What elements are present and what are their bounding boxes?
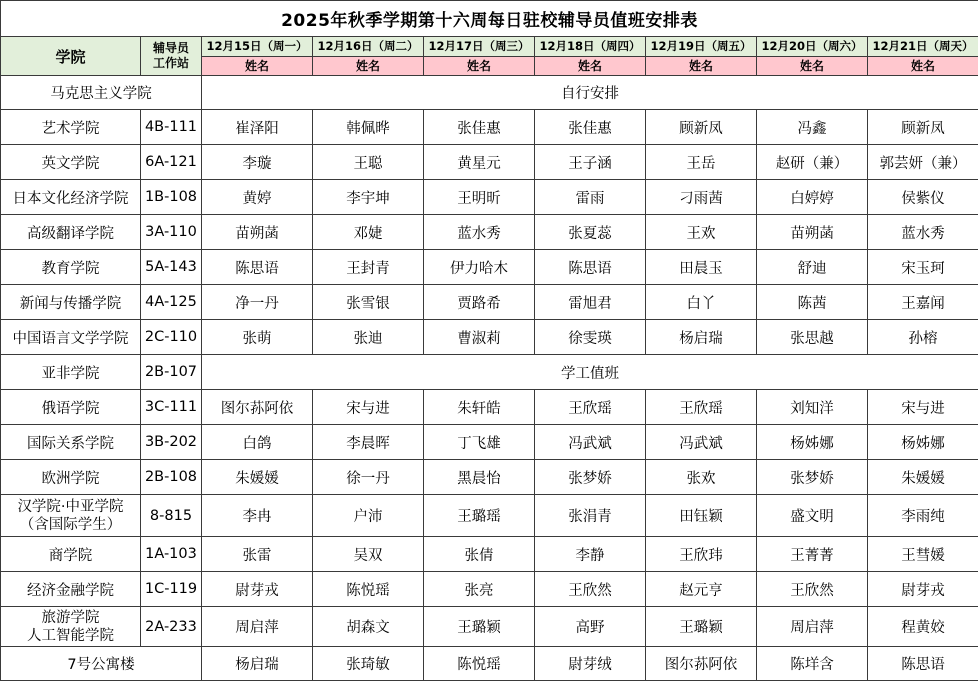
duty-name-cell: 陈思语 [868, 647, 978, 681]
duty-name-cell: 陈思语 [202, 250, 313, 285]
header-station-line1: 辅导员 [153, 41, 189, 55]
duty-name-cell: 蓝水秀 [424, 215, 535, 250]
duty-name-cell: 黄婷 [202, 180, 313, 215]
duty-name-cell: 朱媛媛 [202, 460, 313, 495]
duty-name-cell: 净一丹 [202, 285, 313, 320]
duty-name-cell: 朱媛媛 [868, 460, 978, 495]
duty-name-cell: 张亮 [424, 572, 535, 607]
duty-name-cell: 王欣瑶 [646, 390, 757, 425]
table-row [1, 145, 978, 180]
duty-name-cell: 张琦敏 [313, 647, 424, 681]
table-row [1, 607, 978, 647]
duty-name-cell: 宋与进 [868, 390, 978, 425]
college-cell: 英文学院 [1, 145, 141, 180]
college-cell: 艺术学院 [1, 110, 141, 145]
duty-name-cell: 丁飞雄 [424, 425, 535, 460]
duty-name-cell: 邓婕 [313, 215, 424, 250]
duty-name-cell: 白鸽 [202, 425, 313, 460]
duty-name-cell: 王欣玮 [646, 537, 757, 572]
duty-name-cell: 张欢 [646, 460, 757, 495]
table-row [1, 425, 978, 460]
header-name-label: 姓名 [757, 56, 868, 76]
table-row [1, 320, 978, 355]
table-row [1, 110, 978, 145]
duty-name-cell: 白婷婷 [757, 180, 868, 215]
header-date-thu: 12月18日（周四） [535, 37, 646, 57]
duty-name-cell: 陈思语 [535, 250, 646, 285]
station-cell: 3C-111 [141, 390, 202, 425]
duty-name-cell: 胡森文 [313, 607, 424, 647]
duty-name-cell: 王欣瑶 [535, 390, 646, 425]
duty-name-cell: 王彗媛 [868, 537, 978, 572]
header-date-tue: 12月16日（周二） [313, 37, 424, 57]
duty-name-cell: 王岳 [646, 145, 757, 180]
header-station-line2: 工作站 [153, 56, 189, 70]
duty-name-cell: 周启萍 [757, 607, 868, 647]
header-name-label: 姓名 [868, 56, 978, 76]
station-cell: 1C-119 [141, 572, 202, 607]
header-name-label: 姓名 [202, 56, 313, 76]
duty-name-cell: 尉芽戎 [868, 572, 978, 607]
duty-name-cell: 尉芽戎 [202, 572, 313, 607]
college-name-line1: 汉学院·中亚学院 [17, 499, 123, 515]
table-row [1, 355, 978, 390]
duty-name-cell: 王嘉闻 [868, 285, 978, 320]
station-cell: 2B-108 [141, 460, 202, 495]
duty-name-cell: 白丫 [646, 285, 757, 320]
duty-name-cell: 陈悦瑶 [313, 572, 424, 607]
header-name-label: 姓名 [646, 56, 757, 76]
duty-name-cell: 王璐颖 [646, 607, 757, 647]
header-name-label: 姓名 [535, 56, 646, 76]
duty-name-cell: 顾新凤 [646, 110, 757, 145]
college-cell: 高级翻译学院 [1, 215, 141, 250]
duty-name-cell: 冯武斌 [535, 425, 646, 460]
duty-name-cell: 宋与进 [313, 390, 424, 425]
duty-name-cell: 张涓青 [535, 495, 646, 537]
duty-name-cell: 雷雨 [535, 180, 646, 215]
duty-name-cell: 张萌 [202, 320, 313, 355]
duty-name-cell: 孙榕 [868, 320, 978, 355]
college-cell: 亚非学院 [1, 355, 141, 390]
duty-name-cell: 蓝水秀 [868, 215, 978, 250]
duty-name-cell: 王明昕 [424, 180, 535, 215]
duty-name-cell: 张梦娇 [535, 460, 646, 495]
duty-name-cell: 王封青 [313, 250, 424, 285]
duty-name-cell: 张倩 [424, 537, 535, 572]
duty-name-cell: 徐一丹 [313, 460, 424, 495]
duty-name-cell: 田晨玉 [646, 250, 757, 285]
duty-name-cell: 张佳惠 [535, 110, 646, 145]
table-row [1, 537, 978, 572]
duty-name-cell: 李冉 [202, 495, 313, 537]
duty-name-cell: 刁雨茜 [646, 180, 757, 215]
duty-name-cell: 黄星元 [424, 145, 535, 180]
duty-name-cell: 张迪 [313, 320, 424, 355]
duty-name-cell: 苗朔菡 [757, 215, 868, 250]
station-cell: 4A-125 [141, 285, 202, 320]
duty-name-cell: 伊力哈木 [424, 250, 535, 285]
station-cell: 1B-108 [141, 180, 202, 215]
duty-name-cell: 贾路希 [424, 285, 535, 320]
table-row [1, 647, 978, 681]
table-row [1, 285, 978, 320]
header-date-sat: 12月20日（周六） [757, 37, 868, 57]
duty-name-cell: 黑晨怡 [424, 460, 535, 495]
college-name-line2: 人工智能学院 [27, 628, 114, 644]
header-college: 学院 [1, 37, 141, 76]
duty-name-cell: 舒迪 [757, 250, 868, 285]
duty-name-cell: 尉芽绒 [535, 647, 646, 681]
college-name-line2: （含国际学生） [20, 517, 122, 533]
header-station [141, 37, 202, 76]
college-cell: 马克思主义学院 [1, 76, 202, 110]
duty-name-cell: 盛文明 [757, 495, 868, 537]
duty-name-cell: 田钰颖 [646, 495, 757, 537]
college-name-line1: 旅游学院 [42, 610, 100, 626]
duty-name-cell: 张雪银 [313, 285, 424, 320]
duty-name-cell: 张雷 [202, 537, 313, 572]
station-cell: 2B-107 [141, 355, 202, 390]
station-cell: 3B-202 [141, 425, 202, 460]
college-cell: 教育学院 [1, 250, 141, 285]
duty-name-cell: 王子涵 [535, 145, 646, 180]
college-cell: 商学院 [1, 537, 141, 572]
duty-name-cell: 冯武斌 [646, 425, 757, 460]
college-cell: 日本文化经济学院 [1, 180, 141, 215]
duty-name-cell: 王欣然 [535, 572, 646, 607]
page-title: 2025年秋季学期第十六周每日驻校辅导员值班安排表 [1, 1, 978, 37]
arrangement-note: 学工值班 [202, 355, 978, 390]
duty-name-cell: 户沛 [313, 495, 424, 537]
duty-name-cell: 张梦娇 [757, 460, 868, 495]
header-date-sun: 12月21日（周天） [868, 37, 978, 57]
duty-name-cell: 周启萍 [202, 607, 313, 647]
duty-name-cell: 高野 [535, 607, 646, 647]
duty-name-cell: 张思越 [757, 320, 868, 355]
table-row [1, 390, 978, 425]
duty-name-cell: 崔泽阳 [202, 110, 313, 145]
college-cell: 欧洲学院 [1, 460, 141, 495]
duty-name-cell: 王欣然 [757, 572, 868, 607]
header-date-fri: 12月19日（周五） [646, 37, 757, 57]
station-cell: 1A-103 [141, 537, 202, 572]
duty-name-cell: 宋玉珂 [868, 250, 978, 285]
duty-name-cell: 图尔荪阿依 [202, 390, 313, 425]
duty-name-cell: 曹淑莉 [424, 320, 535, 355]
duty-name-cell: 李璇 [202, 145, 313, 180]
table-row [1, 495, 978, 537]
duty-name-cell: 韩佩晔 [313, 110, 424, 145]
college-cell [1, 495, 141, 537]
duty-name-cell: 陈悦瑶 [424, 647, 535, 681]
duty-name-cell: 杨姊娜 [868, 425, 978, 460]
duty-name-cell: 张夏蕊 [535, 215, 646, 250]
header-name-label: 姓名 [313, 56, 424, 76]
duty-name-cell: 杨姊娜 [757, 425, 868, 460]
duty-name-cell: 李晨晖 [313, 425, 424, 460]
duty-name-cell: 陈茜 [757, 285, 868, 320]
table-row [1, 180, 978, 215]
duty-name-cell: 杨启瑞 [646, 320, 757, 355]
duty-name-cell: 陈垟含 [757, 647, 868, 681]
station-cell: 8-815 [141, 495, 202, 537]
station-cell: 2C-110 [141, 320, 202, 355]
college-cell: 国际关系学院 [1, 425, 141, 460]
duty-name-cell: 赵元亨 [646, 572, 757, 607]
college-cell: 新闻与传播学院 [1, 285, 141, 320]
duty-name-cell: 吴双 [313, 537, 424, 572]
header-date-mon: 12月15日（周一） [202, 37, 313, 57]
header-name-label: 姓名 [424, 56, 535, 76]
duty-name-cell: 李雨纯 [868, 495, 978, 537]
college-cell: 7号公寓楼 [1, 647, 202, 681]
station-cell: 5A-143 [141, 250, 202, 285]
college-cell: 中国语言文学学院 [1, 320, 141, 355]
duty-name-cell: 王璐颖 [424, 607, 535, 647]
station-cell: 3A-110 [141, 215, 202, 250]
duty-name-cell: 顾新凤 [868, 110, 978, 145]
duty-name-cell: 杨启瑞 [202, 647, 313, 681]
arrangement-note: 自行安排 [202, 76, 978, 110]
duty-name-cell: 图尔荪阿依 [646, 647, 757, 681]
station-cell: 6A-121 [141, 145, 202, 180]
table-row [1, 250, 978, 285]
duty-name-cell: 徐雯瑛 [535, 320, 646, 355]
duty-name-cell: 郭芸妍（兼） [868, 145, 978, 180]
header-row-dates [1, 37, 978, 57]
duty-name-cell: 赵研（兼） [757, 145, 868, 180]
college-cell: 俄语学院 [1, 390, 141, 425]
table-row [1, 215, 978, 250]
table-row [1, 460, 978, 495]
header-date-wed: 12月17日（周三） [424, 37, 535, 57]
duty-name-cell: 李静 [535, 537, 646, 572]
duty-name-cell: 王聪 [313, 145, 424, 180]
duty-name-cell: 刘知洋 [757, 390, 868, 425]
duty-name-cell: 张佳惠 [424, 110, 535, 145]
college-cell [1, 607, 141, 647]
station-cell: 2A-233 [141, 607, 202, 647]
duty-name-cell: 雷旭君 [535, 285, 646, 320]
duty-name-cell: 苗朔菡 [202, 215, 313, 250]
duty-name-cell: 王璐瑶 [424, 495, 535, 537]
college-cell: 经济金融学院 [1, 572, 141, 607]
duty-name-cell: 程黄姣 [868, 607, 978, 647]
duty-name-cell: 冯鑫 [757, 110, 868, 145]
duty-name-cell: 李宇坤 [313, 180, 424, 215]
title-row [1, 1, 978, 37]
duty-name-cell: 朱轩皓 [424, 390, 535, 425]
table-row [1, 572, 978, 607]
duty-name-cell: 侯紫仪 [868, 180, 978, 215]
duty-name-cell: 王欢 [646, 215, 757, 250]
duty-name-cell: 王菁菁 [757, 537, 868, 572]
station-cell: 4B-111 [141, 110, 202, 145]
table-row [1, 76, 978, 110]
